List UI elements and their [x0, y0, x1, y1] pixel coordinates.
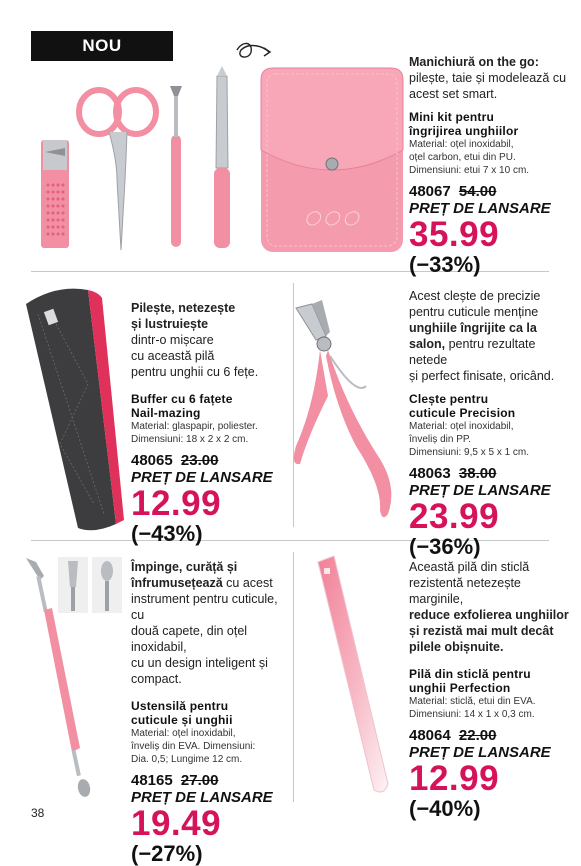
name-line: Buffer cu 6 fațete [131, 392, 233, 406]
cuticle-pusher-image [22, 552, 112, 802]
product-glass-file [409, 559, 577, 821]
lead-text: Această pilă din sticlă [409, 560, 530, 574]
new-badge: NOU [31, 31, 173, 61]
spec-line: Material: oțel inoxidabil, [409, 139, 514, 150]
name-line: Pilă din sticlă pentru [409, 667, 531, 681]
product-mini-kit [409, 54, 574, 277]
name-line: Ustensilă pentru [131, 699, 229, 713]
code-line [409, 727, 577, 744]
lead-text: două capete, din oțel inoxidabil, [131, 624, 248, 654]
vertical-divider [293, 552, 294, 802]
product-cuticle-pusher [131, 559, 293, 866]
name-line: Nail-mazing [131, 406, 201, 420]
product-name [409, 392, 574, 420]
lead-text: cu acest [222, 576, 273, 590]
old-price: 38.00 [458, 465, 497, 482]
product-name [131, 392, 291, 420]
cuticle-nipper-image [286, 296, 404, 526]
buffer-image [16, 284, 126, 536]
lead-text: cu un design inteligent și compact. [131, 656, 268, 686]
code-line [409, 183, 574, 200]
spec-line: înveliș din EVA. Dimensiuni: [131, 741, 256, 752]
lead-text: dintr-o mișcare [131, 333, 214, 347]
lead-text: pilește, taie și modelează cu acest set smart. [409, 71, 567, 101]
discount: (−27%) [131, 841, 203, 866]
lead-bold: Pilește, netezește [131, 301, 236, 315]
launch-label: PREȚ DE LANSARE [131, 789, 273, 806]
lead-text: Acest clește de precizie [409, 289, 541, 303]
product-buffer [131, 300, 291, 546]
spec-line: Material: oțel inoxidabil, [409, 421, 514, 432]
name-line: cuticule Precision [409, 406, 516, 420]
product-specs [409, 695, 577, 721]
name-line: Clește pentru [409, 392, 489, 406]
code-line [131, 452, 291, 469]
spec-line: înveliș din PP. [409, 434, 472, 445]
lead-text: instrument pentru cuticule, cu [131, 592, 278, 622]
spec-line: Dia. 0,5; Lungime 12 cm. [131, 754, 243, 765]
code-line [409, 465, 574, 482]
lead-text: pentru unghii cu 6 fețe. [131, 365, 259, 379]
spec-line: oțel carbon, etui din PU. [409, 152, 516, 163]
lead-bold: reduce exfolierea unghiilor [409, 608, 569, 622]
launch-label: PREȚ DE LANSARE [409, 744, 551, 761]
mini-kit-image [31, 40, 411, 265]
price: 23.99 [409, 497, 500, 536]
product-name [409, 110, 574, 138]
name-line: unghii Perfection [409, 681, 511, 695]
discount: (−36%) [409, 534, 481, 559]
product-specs [409, 420, 574, 459]
old-price: 54.00 [458, 183, 497, 200]
lead-bold: unghiile îngrijite ca la [409, 321, 537, 335]
launch-label: PREȚ DE LANSARE [409, 200, 551, 217]
lead-bold: Împinge, curăță și [131, 560, 238, 574]
old-price: 27.00 [180, 772, 219, 789]
lead-text: și perfect finisate, oricând. [409, 369, 555, 383]
price: 19.49 [131, 804, 222, 843]
spec-line: Dimensiuni: 14 x 1 x 0,3 cm. [409, 709, 535, 720]
spec-line: Dimensiuni: etui 7 x 10 cm. [409, 165, 530, 176]
lead-bold: Manichiură on the go: [409, 55, 539, 69]
code-line [131, 772, 293, 789]
product-code: 48165 [131, 772, 173, 789]
svg-text:◯ ◯ ◯: ◯ ◯ ◯ [304, 211, 360, 226]
page-number: 38 [31, 806, 45, 820]
discount: (−40%) [409, 796, 481, 821]
lead-text: pentru cuticule menține [409, 305, 539, 319]
spec-line: Material: glaspapir, poliester. [131, 421, 258, 432]
product-specs [131, 727, 293, 766]
lead-bold: pilele obișnuite. [409, 640, 504, 654]
lead-text: rezistentă netezește marginile, [409, 576, 521, 606]
product-specs [409, 138, 574, 177]
lead-bold: înfrumusețează [131, 576, 223, 590]
old-price: 22.00 [458, 727, 497, 744]
spec-line: Material: oțel inoxidabil, [131, 728, 236, 739]
lead-text: pentru rezultate netede [409, 337, 536, 367]
name-line: îngrijirea unghiilor [409, 124, 519, 138]
discount: (−43%) [131, 521, 203, 546]
glass-file-image [304, 552, 394, 802]
lead-text: cu această pilă [131, 349, 215, 363]
price: 12.99 [131, 484, 222, 523]
old-price: 23.00 [180, 452, 219, 469]
product-code: 48063 [409, 465, 451, 482]
product-cuticle-nipper [409, 288, 574, 559]
lead-bold: salon, [409, 337, 446, 351]
product-code: 48065 [131, 452, 173, 469]
product-specs [131, 420, 291, 446]
price: 35.99 [409, 215, 500, 254]
launch-label: PREȚ DE LANSARE [409, 482, 551, 499]
spec-line: Dimensiuni: 18 x 2 x 2 cm. [131, 434, 249, 445]
spec-line: Dimensiuni: 9,5 x 5 x 1 cm. [409, 447, 530, 458]
product-code: 48064 [409, 727, 451, 744]
price: 12.99 [409, 759, 500, 798]
lead-bold: și lustruiește [131, 317, 209, 331]
launch-label: PREȚ DE LANSARE [131, 469, 273, 486]
name-line: cuticule și unghii [131, 713, 233, 727]
spec-line: Material: sticlă, etui din EVA. [409, 696, 536, 707]
product-name [409, 667, 577, 695]
name-line: Mini kit pentru [409, 110, 494, 124]
product-name [131, 699, 293, 727]
product-code: 48067 [409, 183, 451, 200]
lead-bold: și rezistă mai mult decât [409, 624, 554, 638]
discount: (−33%) [409, 252, 481, 277]
